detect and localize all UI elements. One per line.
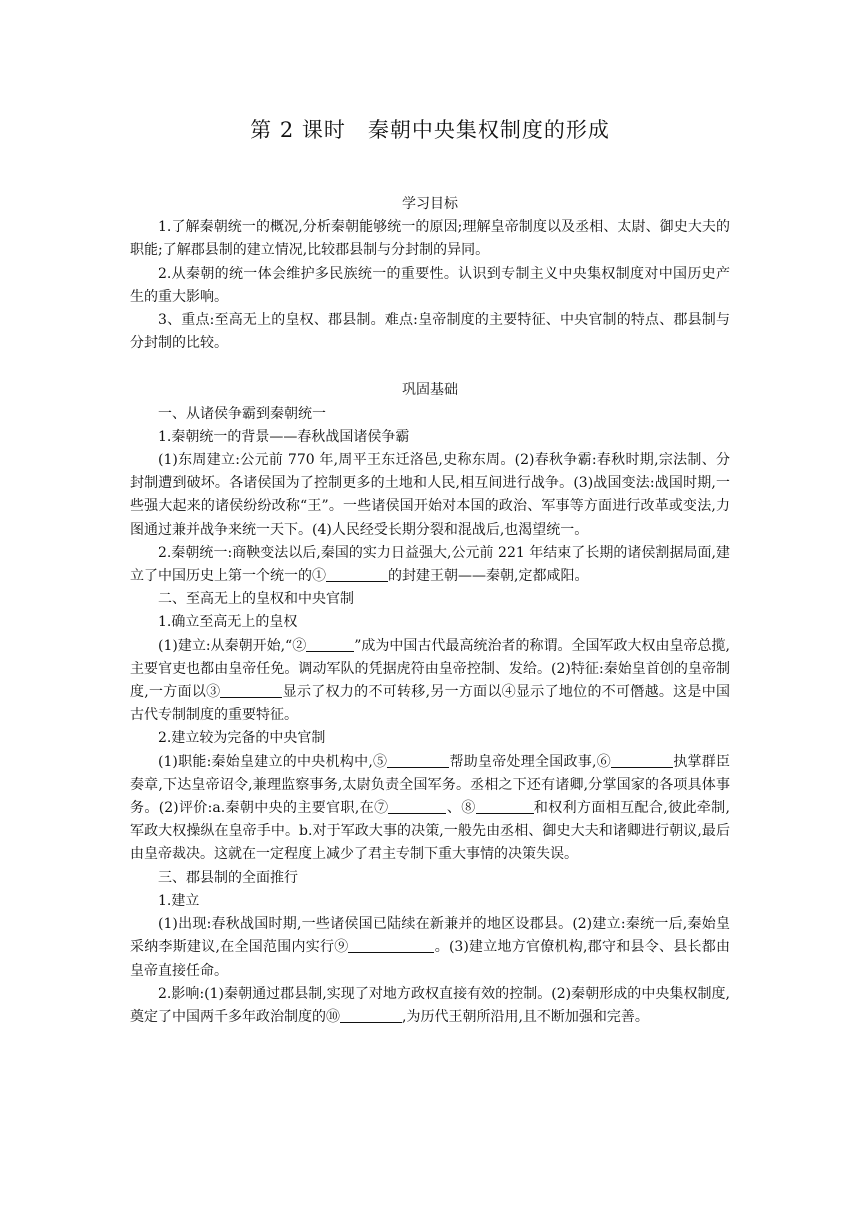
objectives-heading: 学习目标	[402, 196, 458, 212]
fill-blank-1[interactable]	[326, 566, 388, 582]
document-body	[130, 193, 730, 1029]
subsection-title: 2.建立较为完备的中央官制	[158, 730, 326, 747]
paragraph: 2.影响:(1)秦朝通过郡县制,实现了对地方政权直接有效的控制。(2)秦朝形成的中央集权制度,奠定了中国两千多年政治制度的⑩ ,为历代王朝所沿用,且不断加强和完善。	[130, 985, 730, 1025]
page-title: 第 2 课时 秦朝中央集权制度的形成	[250, 118, 610, 142]
fill-blank-2[interactable]	[306, 636, 354, 652]
section-title: 二、至高无上的皇权和中央官制	[158, 591, 354, 608]
objective-item: 1.了解秦朝统一的概况,分析秦朝能够统一的原因;理解皇帝制度以及丞相、太尉、御史大夫的职能;了解郡县制的建立情况,比较郡县制与分封制的异同。	[130, 219, 730, 259]
subsection-title: 1.确立至高无上的皇权	[158, 614, 298, 631]
spacer	[130, 355, 730, 379]
objective-item: 2.从秦朝的统一体会维护多民族统一的重要性。认识到专制主义中央集权制度对中国历史产生的重大影响。	[130, 265, 730, 305]
paragraph: (1)建立:从秦朝开始,“② ”成为中国古代最高统治者的称谓。全国军政大权由皇帝总揽,主要官吏也都由皇帝任免。调动军队的凭据虎符由皇帝控制、发给。(2)特征:秦始皇首创的皇帝制度,一方面以③ 显示了权力的不可转移,另一方面以④显示了地位的不可僭越。这是中国古代专制制度的重要特征。	[130, 637, 731, 724]
fill-blank-5[interactable]	[387, 752, 449, 768]
fill-blank-6[interactable]	[611, 752, 673, 768]
foundation-heading: 巩固基础	[402, 382, 458, 399]
subsection-title: 1.秦朝统一的背景——春秋战国诸侯争霸	[158, 428, 410, 445]
paragraph: 2.秦朝统一:商鞅变法以后,秦国的实力日益强大,公元前 221 年结束了长期的诸侯割据局面,建立了中国历史上第一个统一的① 的封建王朝——秦朝,定都咸阳。	[130, 544, 730, 585]
section-title: 一、从诸侯争霸到秦朝统一	[158, 405, 326, 422]
subsection-title: 1.建立	[158, 892, 200, 909]
fill-blank-9[interactable]	[348, 937, 434, 953]
fill-blank-10[interactable]	[340, 1007, 402, 1023]
paragraph: (1)职能:秦始皇建立的中央机构中,⑤ 帮助皇帝处理全国政事,⑥ 执掌群臣奏章,下达皇帝诏令,兼理监察事务,太尉负责全国军务。丞相之下还有诸卿,分掌国家的各项具体事务。(2)评价:a.秦朝中央的主要官职,在⑦ 、⑧ 和权利方面相互配合,彼此牵制,军政大权操纵在皇帝手中。b.对于军政大事的决策,一般先由丞相、御史大夫和诸卿进行朝议,最后由皇帝裁决。这就在一定程度上减少了君主专制下重大事情的决策失误。	[130, 753, 731, 863]
paragraph: (1)东周建立:公元前 770 年,周平王东迁洛邑,史称东周。(2)春秋争霸:春秋时期,宗法制、分封制遭到破坏。各诸侯国为了控制更多的土地和人民,相互间进行战争。(3)战国变法:战国时期,一些强大起来的诸侯纷纷改称“王”。一些诸侯国开始对本国的政治、军事等方面进行改革或变法,力图通过兼并战争来统一天下。(4)人民经受长期分裂和混战后,也渴望统一。	[130, 452, 730, 538]
fill-blank-8[interactable]	[476, 798, 534, 814]
objective-item: 3、重点:至高无上的皇权、郡县制。难点:皇帝制度的主要特征、中央官制的特点、郡县制与分封制的比较。	[130, 312, 730, 352]
section-title: 三、郡县制的全面推行	[158, 869, 298, 886]
fill-blank-3[interactable]	[220, 682, 282, 698]
paragraph: (1)出现:春秋战国时期,一些诸侯国已陆续在新兼并的地区设郡县。(2)建立:秦统一后,秦始皇采纳李斯建议,在全国范围内实行⑨ 。(3)建立地方官僚机构,郡守和县令、县长都由皇帝直接任命。	[130, 916, 731, 979]
fill-blank-7[interactable]	[388, 798, 446, 814]
